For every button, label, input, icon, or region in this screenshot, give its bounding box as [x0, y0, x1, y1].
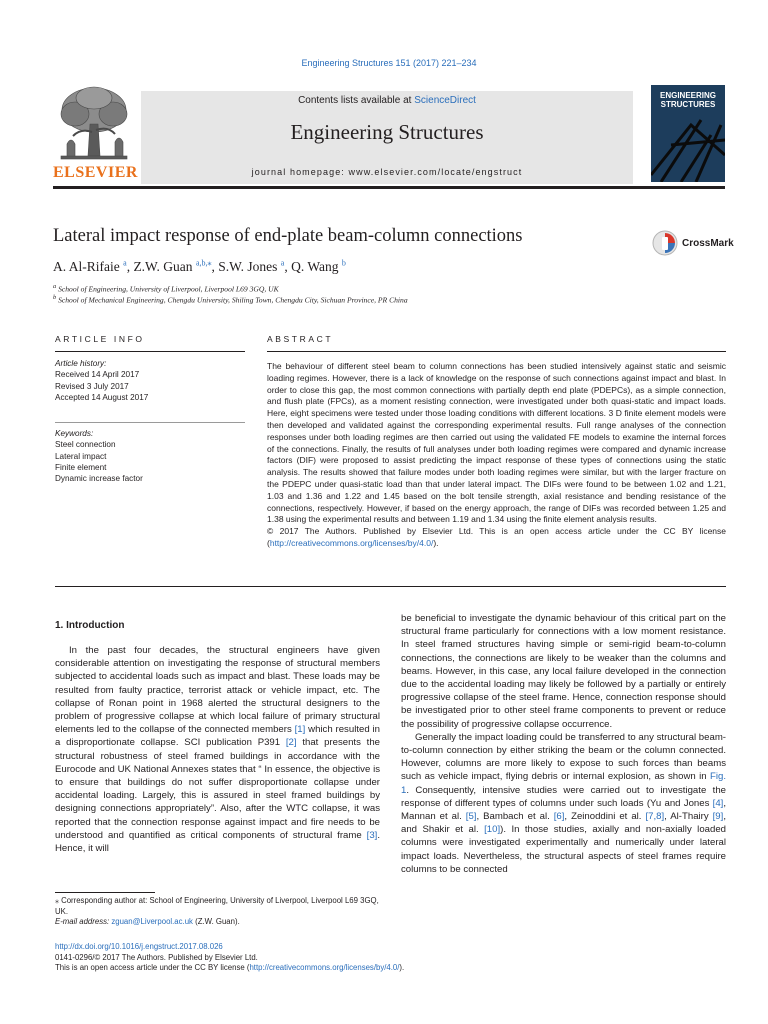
- sciencedirect-link[interactable]: ScienceDirect: [414, 95, 476, 106]
- cover-title: ENGINEERING STRUCTURES: [659, 91, 716, 109]
- tree-icon: [53, 84, 135, 164]
- author[interactable]: [218, 259, 291, 274]
- journal-cover[interactable]: [651, 85, 725, 182]
- issn-line: 0141-0296/© 2017 The Authors. Published by Elsevier Ltd.: [55, 952, 258, 962]
- author-name: A. Al-Rifaie: [53, 258, 120, 274]
- article-info-label: ARTICLE INFO: [55, 334, 145, 344]
- abstract-text: The behaviour of different steel beam to column connections has been studied intensively against static and seismic loading regimes. However, there is a lack of knowledge on the response of such connections against impact and blast. In order to close this gap, the most common connections with partially depth end plate (PDEPCs), as a simple connection, and flush plate (FPCs), as a moment resisting connection, were investigated under both quasi-static and impact loads. Here, eight specimens were tested under those loading conditions with different locations. 3 D finite element models were then developed and validated against the corresponding experimental results. Full range analyses of the connection responses under both loading regimes are then carried out using the validated FE models to examine the internal forces of the connections. Finally, the results of full analyses under both loading regimes were compared and dynamic increase factors (DIF) were proposed to assist predicting the impact response of these types of connections using the static analysis. The results showed that failure modes under both loading regimes were similar, but with the larger fracture on the PDEPC under quasi-static load than that under lateral impact. The DIFs were found to be between 1.02 and 1.21, 1.03 and 1.36 and 1.22 and 1.45 based on the bolt tensile strength, axial resistance and bending resistance of the connections, respectively. However, if based on the energy approach, the range of DIFs was recorded between 1.25 and 1.38 using the experimental results and between 1.19 and 1.34 using the finite element analysis results.: [267, 361, 726, 525]
- citation-link[interactable]: [6]: [553, 811, 565, 823]
- history-received: Received 14 April 2017: [55, 370, 140, 380]
- author-affil-mark[interactable]: a,b,⁎: [195, 258, 212, 267]
- elsevier-logo[interactable]: [53, 84, 138, 184]
- crossmark-icon: [652, 230, 678, 256]
- affiliation: [53, 294, 733, 305]
- footnote-rule: [55, 892, 155, 893]
- keyword-item: Lateral impact: [55, 451, 107, 461]
- figure-link[interactable]: Fig. 1: [401, 771, 726, 796]
- page-footer-info: [55, 942, 735, 974]
- text-run: ). In those studies, axially and non-axially loaded columns were investigated experimentally and numerically under lateral impact loads. Nevertheless, the structural aspects of steel frames require columns to be connected: [401, 824, 726, 875]
- affiliation-mark: b: [53, 294, 57, 301]
- license-prefix: © 2017 The Authors. Published by Elsevier Ltd. This is an open access article under the CC BY license (: [267, 526, 726, 548]
- affiliation-text: School of Engineering, University of Liverpool, Liverpool L69 3GQ, UK: [58, 284, 279, 294]
- text-run: that presents the structural robustness of steel framed buildings in accordance with the Eurocode and UK National Annexes states that “ In essence, the objective is to ensure that buildings do not suffer disproportionate collapse under accidental loading. Largely, this is assured in steel framed buildings by designing connections appropriately”. Also, after the WTC collapse, it was reported that the connection response against impact and fire needs to be understood and quantified as critical components of structural frame: [55, 737, 381, 841]
- abstract-bottom-rule: [55, 586, 726, 587]
- elsevier-wordmark: ELSEVIER: [53, 164, 138, 181]
- journal-homepage: [141, 167, 633, 177]
- contents-line: [141, 95, 633, 106]
- author[interactable]: [133, 259, 218, 274]
- keywords-heading: Keywords:: [55, 429, 94, 438]
- structure-photo-icon: [651, 85, 725, 182]
- affiliation-mark: a: [53, 283, 57, 290]
- corresponding-author-note: ⁎ Corresponding author at: School of Engineering, University of Liverpool, Liverpool L69 3GQ, UK.: [55, 896, 379, 916]
- author-separator: ,: [284, 258, 292, 274]
- email-label: E-mail address:: [55, 917, 112, 927]
- keyword-item: Finite element: [55, 462, 107, 472]
- intro-paragraph: [55, 644, 380, 855]
- citation-link[interactable]: [2]: [285, 737, 297, 749]
- article-history: [55, 358, 245, 403]
- affiliation: [53, 283, 733, 294]
- affiliation-text: School of Mechanical Engineering, Chengdu University, Shiling Town, Chengdu City, Sichuan Province, PR China: [58, 295, 408, 305]
- author-name: Q. Wang: [291, 258, 339, 274]
- oa-prefix: This is an open access article under the CC BY license (: [55, 963, 250, 973]
- author-list: [53, 258, 653, 275]
- section-heading-introduction: 1. Introduction: [55, 620, 125, 631]
- text-run: , Zeinoddini et al.: [564, 811, 646, 823]
- doi-link[interactable]: http://dx.doi.org/10.1016/j.engstruct.2017.08.026: [55, 942, 223, 951]
- text-run: Generally the impact loading could be transferred to any structural beam-to-column connection by either striking the beam or the column connected. However, columns are more likely to expose to such forces than beams such as vehicle impact, flying debris or internal explosion, as shown in: [401, 731, 726, 783]
- text-run: . Hence, it will: [55, 829, 380, 855]
- abstract-body: [267, 361, 726, 550]
- author-affil-mark[interactable]: a: [123, 258, 127, 267]
- open-access-line: [55, 963, 735, 974]
- author-affil-mark[interactable]: a: [280, 258, 285, 267]
- body-column-left: [55, 644, 380, 855]
- author-affil-mark[interactable]: b: [341, 258, 346, 267]
- citation-link[interactable]: [9]: [712, 811, 724, 823]
- article-info-rule: [55, 351, 245, 352]
- license-suffix: ).: [433, 537, 439, 548]
- keyword-item: Dynamic increase factor: [55, 474, 143, 484]
- journal-title: Engineering Structures: [290, 120, 484, 144]
- abstract-license: [267, 526, 726, 550]
- journal-masthead: [141, 91, 633, 184]
- author[interactable]: [53, 259, 133, 274]
- homepage-url[interactable]: www.elsevier.com/locate/engstruct: [348, 167, 523, 177]
- citation-link[interactable]: [5]: [465, 811, 477, 823]
- oa-suffix: ).: [399, 963, 405, 973]
- citation-link[interactable]: [10]: [484, 824, 501, 836]
- masthead-rule: [53, 186, 725, 189]
- email-suffix: (Z.W. Guan).: [192, 917, 240, 927]
- author-name: Z.W. Guan: [133, 258, 193, 274]
- author-separator: ,: [126, 258, 134, 274]
- history-heading: Article history:: [55, 359, 107, 368]
- body-column-right: [401, 612, 726, 876]
- oa-license-link[interactable]: http://creativecommons.org/licenses/by/4.0/: [249, 963, 400, 973]
- email-line: [55, 917, 380, 928]
- citation-link[interactable]: [1]: [294, 724, 306, 736]
- text-run: , Bambach et al.: [476, 811, 554, 823]
- footnote: [55, 896, 380, 928]
- abstract-rule: [267, 351, 726, 352]
- article-title: Lateral impact response of end-plate beam-column connections: [53, 226, 523, 246]
- text-run: which resulted in a disproportionate collapse. SCI publication P391: [55, 724, 380, 749]
- crossmark-label: CrossMark: [682, 238, 734, 249]
- crossmark-badge[interactable]: [652, 230, 732, 260]
- email-link[interactable]: zguan@Liverpool.ac.uk: [111, 917, 193, 927]
- text-run: , Mannan et al.: [401, 797, 726, 823]
- citation-link[interactable]: [3]: [366, 829, 378, 841]
- keyword-item: Steel connection: [55, 440, 116, 450]
- journal-reference[interactable]: Engineering Structures 151 (2017) 221–234: [301, 58, 477, 68]
- author-name: S.W. Jones: [218, 258, 278, 274]
- citation-link[interactable]: [4]: [712, 797, 724, 809]
- contents-prefix: Contents lists available at: [298, 95, 415, 106]
- license-link[interactable]: http://creativecommons.org/licenses/by/4.0/: [269, 537, 434, 548]
- intro-paragraph: be beneficial to investigate the dynamic behaviour of this critical part on the structural frame particularly for connections with a low moment resistance. In steel framed structures having simple or semi-rigid beam-to-column connections, the connections are likely to be weaker than the columns and beams. However, in this case, any local failure developed in the connection due to the accidental loading may likely be followed by a partially or entirely progressive collapse of the steel frame. Hence, connection response should be investigated prior to other steel frame components to prevent or reduce the possibility of progressive collapse occurrence.: [401, 613, 726, 730]
- author-separator: ,: [211, 258, 219, 274]
- text-run: , and Shakir et al.: [401, 811, 726, 836]
- history-revised: Revised 3 July 2017: [55, 381, 129, 391]
- keywords: [55, 428, 245, 484]
- author[interactable]: [291, 259, 346, 274]
- history-accepted: Accepted 14 August 2017: [55, 392, 149, 402]
- text-run: . Consequently, intensive studies were carried out to investigate the response of different types of columns under such loads (Yu and Jones: [401, 784, 726, 809]
- intro-paragraph: [401, 731, 726, 876]
- homepage-prefix: journal homepage:: [251, 167, 349, 177]
- text-run: In the past four decades, the structural engineers have given considerable attention on investigating the response of structural members subjected to accidental loads such as impact and blast. These loads may be resulted from faulty practice, terrorist attack or vehicle impact, etc. The collapse of Ronan point in 1968 alerted the structural designers to the problem of progressive collapse at which local failure of primary structural elements led to the collapse of the connected members: [55, 645, 380, 736]
- citation-link[interactable]: [7,8]: [645, 811, 665, 823]
- text-run: , Al-Thairy: [664, 811, 713, 823]
- abstract-label: ABSTRACT: [267, 334, 334, 344]
- history-divider: [55, 422, 245, 423]
